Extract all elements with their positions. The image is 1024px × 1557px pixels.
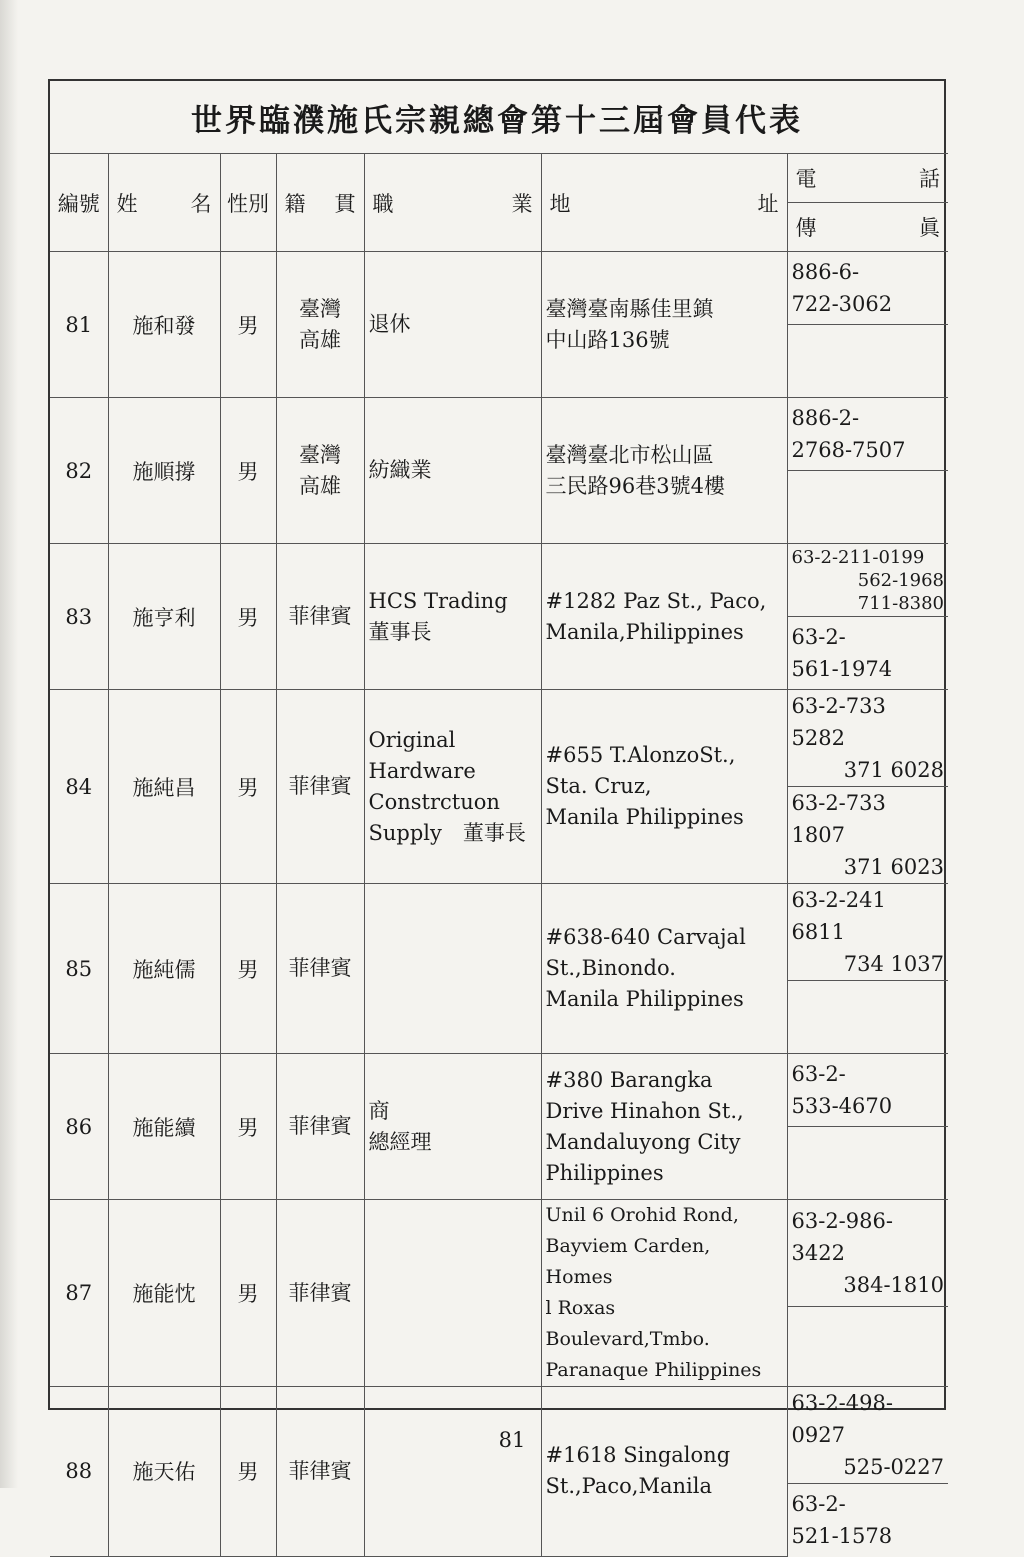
- member-occupation: 退休: [364, 252, 541, 398]
- member-gender: 男: [220, 1387, 276, 1557]
- table-row: [50, 884, 948, 981]
- member-phone: 63-2-733 5282 371 6028: [787, 690, 948, 787]
- header-fax: 傳 眞: [787, 203, 948, 252]
- header-number: 編號: [50, 154, 108, 252]
- member-number: 88: [50, 1387, 108, 1557]
- page-number: 81: [498, 1428, 526, 1452]
- member-phone: 886-6- 722-3062: [787, 252, 948, 325]
- table-row: [50, 398, 948, 471]
- member-fax: [787, 1306, 948, 1386]
- member-name: 施能忱: [108, 1200, 220, 1387]
- header-origin: 籍 貫: [276, 154, 364, 252]
- member-gender: 男: [220, 544, 276, 690]
- member-origin: 菲律賓: [276, 884, 364, 1054]
- member-gender: 男: [220, 884, 276, 1054]
- member-address: #1618 Singalong St.,Paco,Manila: [541, 1387, 787, 1557]
- member-occupation: [364, 1200, 541, 1387]
- member-gender: 男: [220, 252, 276, 398]
- member-address: Unil 6 Orohid Rond, Bayviem Carden, Homes l Roxas Boulevard,Tmbo. Paranaque Philippines: [541, 1200, 787, 1387]
- member-phone: 63-2-241 6811 734 1037: [787, 884, 948, 981]
- member-fax: [787, 471, 948, 544]
- member-gender: 男: [220, 1200, 276, 1387]
- member-name: 施亨利: [108, 544, 220, 690]
- member-phone: 63-2-498-0927 525-0227: [787, 1387, 948, 1484]
- table-row: [50, 1200, 948, 1307]
- member-fax: [787, 1127, 948, 1200]
- member-occupation: 商 總經理: [364, 1054, 541, 1200]
- member-origin: 臺灣 高雄: [276, 252, 364, 398]
- member-address: 臺灣臺南縣佳里鎮 中山路136號: [541, 252, 787, 398]
- member-phone: 63-2- 533-4670: [787, 1054, 948, 1127]
- member-address: #1282 Paz St., Paco, Manila,Philippines: [541, 544, 787, 690]
- member-occupation: HCS Trading 董事長: [364, 544, 541, 690]
- member-name: 施純儒: [108, 884, 220, 1054]
- member-origin: 菲律賓: [276, 544, 364, 690]
- member-fax: 63-2-733 1807 371 6023: [787, 787, 948, 884]
- member-name: 施純昌: [108, 690, 220, 884]
- member-number: 87: [50, 1200, 108, 1387]
- member-origin: 菲律賓: [276, 1200, 364, 1387]
- member-name: 施和發: [108, 252, 220, 398]
- member-number: 81: [50, 252, 108, 398]
- table-row: [50, 252, 948, 325]
- member-fax: 63-2- 521-1578: [787, 1484, 948, 1557]
- page-title: 世界臨濮施氏宗親總會第十三屆會員代表: [191, 102, 803, 139]
- member-gender: 男: [220, 1054, 276, 1200]
- member-occupation: Original Hardware Constrctuon Supply 董事長: [364, 690, 541, 884]
- table-row: [50, 544, 948, 617]
- member-origin: 菲律賓: [276, 1387, 364, 1557]
- member-fax: [787, 325, 948, 398]
- header-phone: 電 話: [787, 154, 948, 203]
- member-address: #380 Barangka Drive Hinahon St., Mandaluyong City Philippines: [541, 1054, 787, 1200]
- header-occupation: 職 業: [364, 154, 541, 252]
- member-number: 84: [50, 690, 108, 884]
- table-row: [50, 1054, 948, 1127]
- member-fax: [787, 981, 948, 1054]
- member-address: #655 T.AlonzoSt., Sta. Cruz, Manila Philippines: [541, 690, 787, 884]
- member-occupation: [364, 884, 541, 1054]
- member-origin: 菲律賓: [276, 690, 364, 884]
- book-binding-shadow: [0, 0, 18, 1488]
- member-number: 86: [50, 1054, 108, 1200]
- member-roster-table: [50, 153, 948, 1557]
- member-name: 施順撐: [108, 398, 220, 544]
- member-number: 82: [50, 398, 108, 544]
- member-number: 85: [50, 884, 108, 1054]
- member-name: 施天佑: [108, 1387, 220, 1557]
- roster-page-frame: [48, 79, 946, 1548]
- header-address: 地 址: [541, 154, 787, 252]
- member-name: 施能續: [108, 1054, 220, 1200]
- member-number: 83: [50, 544, 108, 690]
- member-address: 臺灣臺北市松山區 三民路96巷3號4樓: [541, 398, 787, 544]
- member-phone: 63-2-986-3422 384-1810: [787, 1200, 948, 1307]
- member-address: #638-640 Carvajal St.,Binondo. Manila Philippines: [541, 884, 787, 1054]
- member-phone: 886-2- 2768-7507: [787, 398, 948, 471]
- member-origin: 臺灣 高雄: [276, 398, 364, 544]
- member-gender: 男: [220, 690, 276, 884]
- member-occupation: 紡織業: [364, 398, 541, 544]
- header-gender: 性別: [220, 154, 276, 252]
- table-row: [50, 690, 948, 787]
- header-name: 姓 名: [108, 154, 220, 252]
- member-gender: 男: [220, 398, 276, 544]
- member-fax: 63-2- 561-1974: [787, 617, 948, 690]
- member-occupation: [364, 1387, 541, 1557]
- member-phone: 63-2-211-0199 562-1968 711-8380: [787, 544, 948, 617]
- member-origin: 菲律賓: [276, 1054, 364, 1200]
